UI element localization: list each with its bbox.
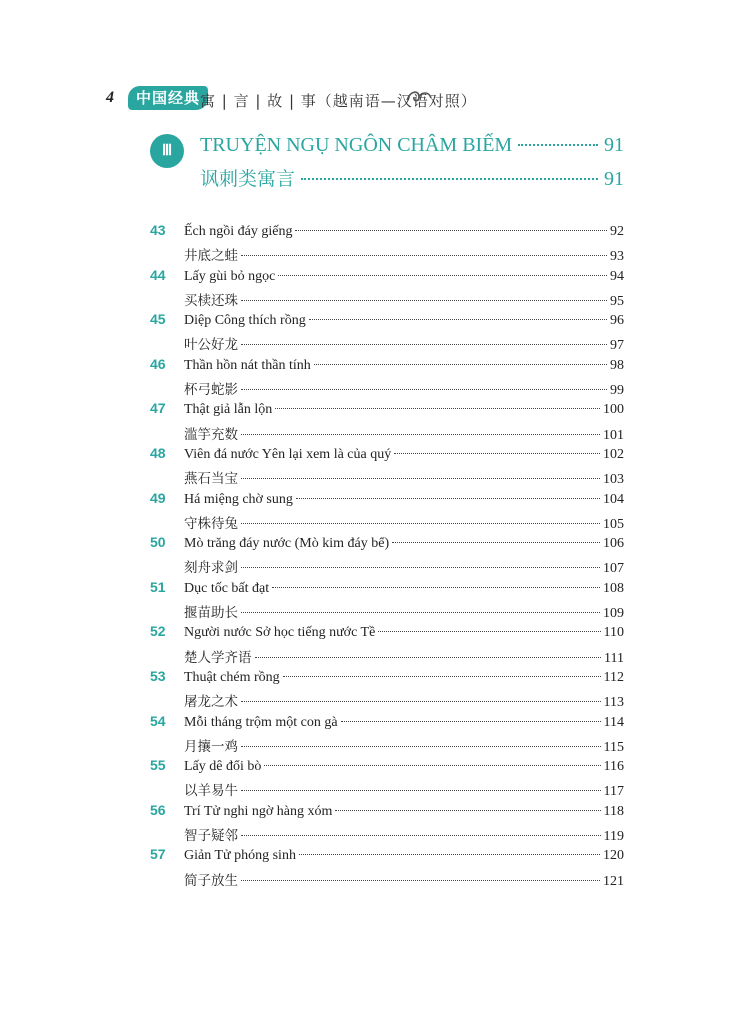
dot-leader [341, 721, 601, 722]
swirl-ornament-icon [405, 86, 433, 108]
entry-page-vi: 104 [603, 491, 624, 507]
entry-page-zh: 115 [603, 739, 624, 755]
entry-page-vi: 98 [610, 357, 624, 373]
entry-title-vi: Lấy dê đổi bò [184, 759, 262, 775]
entry-page-vi: 116 [603, 759, 624, 775]
entry-title-zh: 井底之蛙 [184, 248, 238, 265]
toc-entry-vi[interactable] [150, 400, 624, 422]
entry-number: 52 [150, 623, 166, 640]
table-of-contents [150, 222, 624, 891]
dot-leader [241, 746, 601, 747]
section-page-vi: 91 [604, 134, 624, 156]
dot-leader [241, 790, 601, 791]
dot-leader [314, 364, 607, 365]
dot-leader [241, 567, 600, 568]
toc-entry-zh[interactable] [150, 423, 624, 445]
entry-page-zh: 99 [610, 383, 624, 399]
toc-entry-vi[interactable] [150, 356, 624, 378]
dot-leader [255, 657, 602, 658]
dot-leader [295, 230, 607, 231]
toc-entry-zh[interactable] [150, 289, 624, 311]
entry-title-vi: Ếch ngồi đáy giếng [184, 224, 293, 239]
toc-entry-vi[interactable] [150, 267, 624, 289]
entry-page-zh: 109 [603, 606, 624, 622]
section-page-zh: 91 [604, 168, 624, 190]
toc-entry-vi[interactable] [150, 757, 624, 779]
entry-title-zh: 简子放生 [184, 872, 238, 889]
entry-number: 57 [150, 846, 166, 863]
dot-leader [264, 765, 600, 766]
dot-leader [518, 144, 598, 146]
dot-leader [241, 434, 600, 435]
toc-entry-vi[interactable] [150, 445, 624, 467]
dot-leader [272, 587, 600, 588]
toc-entry-vi[interactable] [150, 490, 624, 512]
dot-leader [301, 178, 598, 180]
entry-number: 53 [150, 667, 166, 684]
entry-title-zh: 燕石当宝 [184, 471, 238, 488]
entry-title-vi: Thật giả lẫn lộn [184, 402, 273, 418]
entry-title-zh: 杯弓蛇影 [184, 382, 238, 399]
page-number: 4 [106, 89, 114, 106]
toc-entry-zh[interactable] [150, 824, 624, 846]
dot-leader [241, 255, 607, 256]
dot-leader [394, 453, 600, 454]
entry-page-zh: 111 [604, 650, 624, 666]
entry-number: 49 [150, 489, 166, 506]
entry-title-vi: Thuật chém rồng [184, 669, 280, 685]
entry-page-vi: 92 [610, 224, 624, 239]
entry-title-vi: Thần hồn nát thần tính [184, 357, 311, 373]
dot-leader [241, 478, 600, 479]
dot-leader [392, 542, 600, 543]
entry-title-zh: 屠龙之术 [184, 694, 238, 711]
toc-entry-vi[interactable] [150, 534, 624, 556]
toc-entry-zh[interactable] [150, 601, 624, 623]
dot-leader [241, 701, 601, 702]
entry-page-zh: 95 [610, 293, 624, 309]
entry-page-vi: 106 [603, 536, 624, 552]
entry-page-vi: 118 [603, 803, 624, 819]
entry-number: 43 [150, 222, 166, 238]
dot-leader [241, 612, 600, 613]
entry-page-zh: 103 [603, 472, 624, 488]
toc-entry-vi[interactable] [150, 668, 624, 690]
entry-page-vi: 112 [603, 669, 624, 685]
entry-number: 44 [150, 266, 166, 283]
entry-title-vi: Mỗi tháng trộm một con gà [184, 714, 338, 730]
dot-leader [378, 631, 600, 632]
entry-title-zh: 揠苗助长 [184, 605, 238, 622]
entry-title-zh: 守株待兔 [184, 515, 238, 532]
toc-entry-vi[interactable] [150, 623, 624, 645]
toc-entry-vi[interactable] [150, 802, 624, 824]
entry-title-zh: 买椟还珠 [184, 292, 238, 309]
dot-leader [241, 880, 600, 881]
entry-number: 54 [150, 712, 166, 729]
dot-leader [241, 344, 607, 345]
section-title-zh-line[interactable] [200, 164, 624, 191]
entry-title-zh: 智子疑邻 [184, 828, 238, 845]
dot-leader [241, 389, 607, 390]
entry-number: 45 [150, 311, 166, 328]
entry-title-vi: Người nước Sở học tiếng nước Tề [184, 625, 376, 641]
section-title-vi-line[interactable] [200, 134, 624, 157]
section-badge: Ⅲ [150, 134, 184, 168]
entry-page-zh: 101 [603, 427, 624, 443]
toc-entry-zh[interactable] [150, 512, 624, 534]
toc-entry-zh[interactable] [150, 244, 624, 266]
entry-page-zh: 97 [610, 338, 624, 354]
dot-leader [241, 523, 600, 524]
dot-leader [296, 498, 600, 499]
toc-entry-vi[interactable] [150, 846, 624, 868]
entry-page-zh: 121 [603, 873, 624, 889]
toc-entry-zh[interactable] [150, 779, 624, 801]
dot-leader [241, 300, 607, 301]
toc-entry-vi[interactable] [150, 579, 624, 601]
entry-title-zh: 刻舟求剑 [184, 560, 238, 577]
toc-entry-zh[interactable] [150, 735, 624, 757]
dot-leader [241, 835, 601, 836]
toc-entry-zh[interactable] [150, 869, 624, 891]
entry-page-vi: 96 [610, 313, 624, 329]
entry-title-zh: 叶公好龙 [184, 337, 238, 354]
entry-page-vi: 120 [603, 848, 624, 864]
entry-title-vi: Giản Tử phóng sinh [184, 848, 296, 864]
toc-entry-vi[interactable] [150, 713, 624, 735]
dot-leader [335, 810, 600, 811]
entry-title-vi: Lấy gùi bỏ ngọc [184, 268, 276, 284]
entry-number: 56 [150, 801, 166, 818]
toc-entry-vi[interactable] [150, 311, 624, 333]
entry-number: 50 [150, 534, 166, 551]
entry-title-zh: 滥竽充数 [184, 426, 238, 443]
dot-leader [299, 854, 600, 855]
entry-number: 55 [150, 757, 166, 774]
entry-number: 51 [150, 578, 166, 595]
entry-page-vi: 110 [603, 625, 624, 641]
entry-page-zh: 105 [603, 516, 624, 532]
entry-page-vi: 94 [610, 268, 624, 284]
section-title-zh: 讽刺类寓言 [200, 168, 296, 190]
entry-title-vi: Dục tốc bất đạt [184, 580, 270, 596]
entry-number: 46 [150, 355, 166, 372]
dot-leader [283, 676, 601, 677]
entry-page-vi: 100 [603, 402, 624, 418]
series-title: 寓 | 言 | 故 | 事（越南语—汉语对照） [200, 92, 477, 110]
brand-logo: 中国经典 [128, 86, 208, 110]
toc-entry-zh[interactable] [150, 690, 624, 712]
entry-title-vi: Viên đá nước Yên lại xem là của quý [184, 446, 392, 462]
toc-entry-zh[interactable] [150, 556, 624, 578]
toc-entry-zh[interactable] [150, 333, 624, 355]
entry-number: 47 [150, 400, 166, 417]
dot-leader [309, 319, 607, 320]
entry-page-zh: 93 [610, 249, 624, 265]
entry-title-vi: Diệp Công thích rồng [184, 313, 306, 329]
entry-number: 48 [150, 444, 166, 461]
entry-page-zh: 107 [603, 561, 624, 577]
entry-page-zh: 117 [603, 784, 624, 800]
toc-entry-zh[interactable] [150, 646, 624, 668]
entry-title-zh: 楚人学齐语 [184, 649, 252, 666]
entry-title-vi: Trí Tử nghi ngờ hàng xóm [184, 803, 333, 819]
entry-page-zh: 113 [603, 695, 624, 711]
entry-title-zh: 以羊易牛 [184, 783, 238, 800]
section-title-vi: TRUYỆN NGỤ NGÔN CHÂM BIẾM [200, 134, 513, 156]
entry-page-zh: 119 [603, 829, 624, 845]
entry-title-vi: Há miệng chờ sung [184, 491, 293, 507]
entry-title-zh: 月攘一鸡 [184, 738, 238, 755]
dot-leader [275, 408, 600, 409]
entry-page-vi: 108 [603, 580, 624, 596]
entry-title-vi: Mò trăng đáy nước (Mò kim đáy bể) [184, 536, 390, 552]
dot-leader [278, 275, 607, 276]
toc-entry-zh[interactable] [150, 378, 624, 400]
entry-page-vi: 102 [603, 446, 624, 462]
entry-page-vi: 114 [603, 714, 624, 730]
toc-entry-vi[interactable] [150, 222, 624, 244]
toc-entry-zh[interactable] [150, 467, 624, 489]
